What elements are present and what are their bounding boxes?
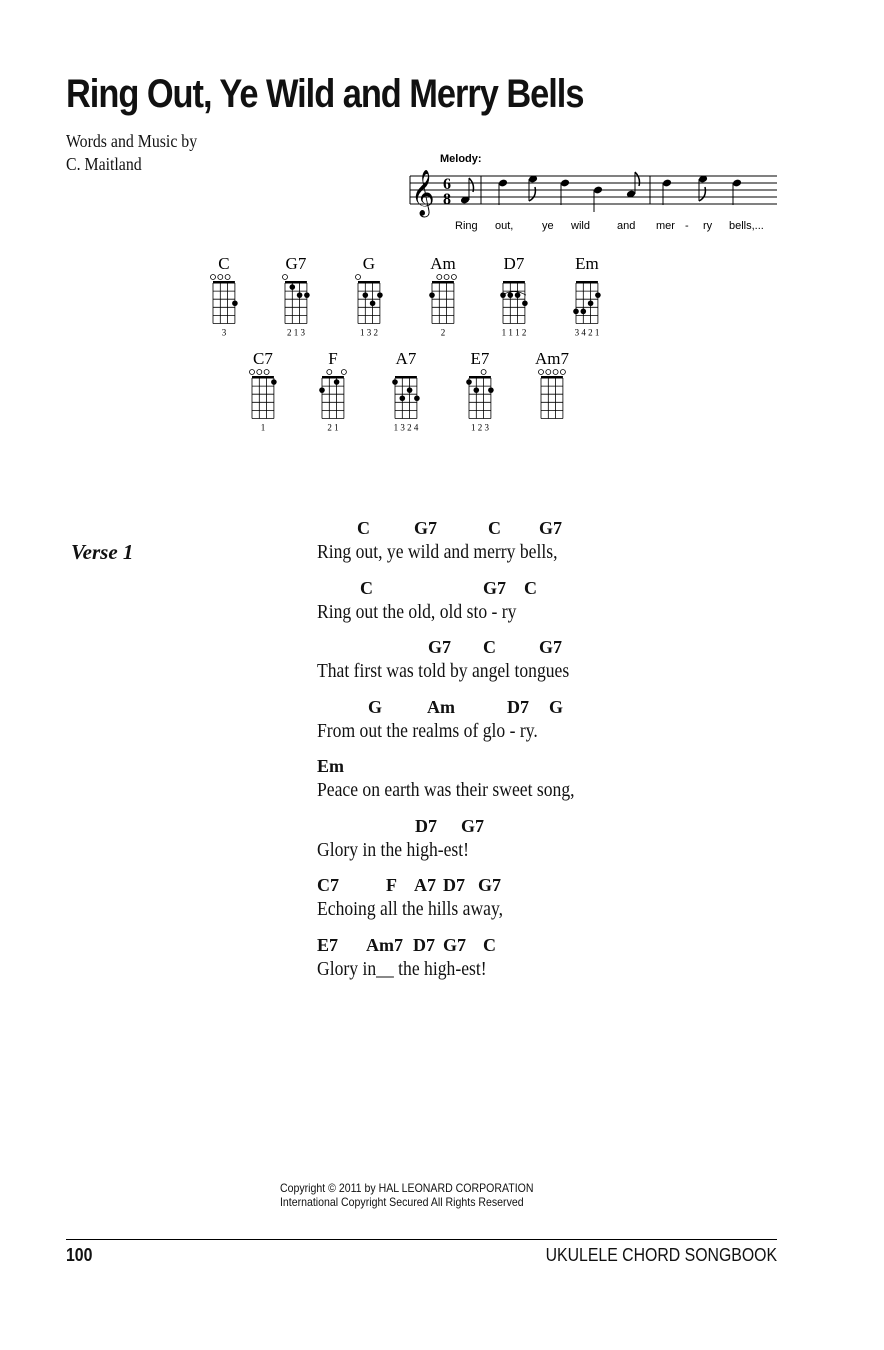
chord-row [317,875,737,897]
chord-diagram-name: G7 [285,254,307,273]
chord-diagram-c7 [250,349,277,433]
melody-notes [460,172,742,212]
finger-dot [522,300,528,306]
chord-diagram-g [356,254,383,338]
chord-symbol: G7 [443,934,467,955]
chord-symbol: G7 [428,637,452,657]
finger-numbers: 2 1 3 [286,327,305,338]
lyric-text: Ring out, ye wild and merry bells, [317,541,558,563]
melody-lyric-syllable: and [617,220,636,232]
finger-dot [392,379,398,385]
chord-row [317,816,737,838]
finger-dot [232,300,238,306]
melody-lyric-syllable: out, [495,220,514,232]
chord-symbol: G7 [478,875,502,895]
finger-numbers: 1 3 2 4 [393,422,419,433]
finger-dot [595,292,601,298]
open-string-marker [225,275,230,280]
lyric-text: Glory in__ the high-est! [317,957,487,980]
verse-label: Verse 1 [71,540,134,564]
finger-dot [370,300,376,306]
chord-row [317,697,737,719]
melody-lyrics [455,220,764,232]
finger-dot [414,395,420,401]
finger-dot [363,292,369,298]
chord-symbol: Em [317,756,344,776]
open-string-marker [250,370,255,375]
chord-symbol: G7 [414,518,438,538]
lyric-text: Glory in the high-est! [317,838,470,861]
chord-symbol: F [386,875,397,895]
chord-symbol: C [360,577,373,598]
chord-diagram-name: G [362,254,376,273]
chord-row [317,935,737,957]
chord-symbol: G7 [539,637,563,657]
chord-symbol: E7 [317,934,339,955]
finger-numbers: 1 2 3 [470,422,489,433]
finger-numbers: 3 [221,327,227,338]
chord-row [317,756,737,778]
melody-staff [405,146,780,238]
chord-diagram-f [319,349,346,433]
copyright-notice [280,1181,533,1209]
melody-lyric-syllable: ry [703,220,713,232]
chord-symbol: D7 [507,696,529,717]
finger-dot [377,292,383,298]
open-string-marker [539,370,544,375]
time-sig-top: 6 [443,176,451,193]
finger-dot [304,292,310,298]
chord-diagram-em [573,254,601,338]
lyric-text: Echoing all the hills away, [317,898,504,920]
open-string-marker [356,275,361,280]
chord-diagram-name: F [328,349,338,368]
chord-row [317,578,737,600]
chord-diagram-am7 [535,349,570,419]
song-title: Ring Out, Ye Wild and Merry Bells [66,72,584,116]
chord-symbol: A7 [414,875,436,895]
finger-numbers: 3 4 2 1 [574,327,600,338]
finger-dot [588,300,594,306]
open-string-marker [560,370,565,375]
chord-symbol: G7 [461,815,485,836]
finger-dot [290,284,296,290]
lyric-text: From out the realms of glo - ry. [317,719,538,742]
chord-diagram-c [211,254,238,338]
finger-numbers: 1 [260,422,266,433]
finger-dot [573,309,579,315]
finger-numbers: 2 [440,327,446,338]
open-string-marker [283,275,288,280]
melody-lyric-syllable: Ring [455,220,478,232]
chord-diagram-name: Am [430,254,456,273]
finger-numbers: 2 1 [327,422,339,433]
melody-lyric-syllable: wild [571,220,590,232]
open-string-marker [257,370,262,375]
finger-dot [466,379,472,385]
credit-line-1: Words and Music by [66,131,198,151]
finger-dot [407,387,413,393]
chord-symbol: C [483,637,496,657]
finger-dot [581,309,587,315]
chord-symbol: G7 [539,518,563,538]
finger-dot [400,395,406,401]
finger-dot [334,379,340,385]
finger-dot [429,292,435,298]
open-string-marker [451,275,456,280]
open-string-marker [264,370,269,375]
note-flag [529,187,535,201]
chord-diagram-name: C7 [253,349,273,368]
footer-rule [66,1239,777,1240]
note-flag [635,172,640,186]
open-string-marker [218,275,223,280]
finger-dot [319,387,325,393]
chord-symbol: D7 [413,934,435,955]
finger-dot [508,292,514,298]
melody-lyric-syllable: ye [542,220,554,232]
credit-line-2: C. Maitland [66,154,142,174]
finger-numbers: 1 1 1 2 [501,327,527,338]
finger-dot [297,292,303,298]
chord-diagram-name: C [218,254,230,273]
chord-row [317,637,737,659]
chord-row [317,518,737,540]
chord-diagram-name: E7 [470,349,490,368]
chord-symbol: D7 [443,875,465,895]
melody-lyric-syllable: mer [656,220,675,232]
chord-symbol: C [483,934,496,955]
chord-diagram-name: Am7 [534,349,569,368]
chord-diagram-e7 [466,349,494,433]
chord-diagram-name: Em [575,254,599,273]
chord-symbol: G [549,696,564,717]
melody-lyric-syllable: - [685,220,689,232]
chord-symbol: C [488,518,501,538]
lyric-text: Peace on earth was their sweet song, [317,779,575,801]
note-flag [699,187,705,201]
lyric-text: Ring out the old, old sto - ry [317,600,517,623]
finger-dot [271,379,277,385]
book-title: UKULELE CHORD SONGBOOK [545,1245,777,1265]
treble-clef-icon: 𝄞 [411,170,435,216]
open-string-marker [481,370,486,375]
copyright-line-2: International Copyright Secured All Rights Reserved [280,1195,524,1209]
open-string-marker [546,370,551,375]
open-string-marker [211,275,216,280]
finger-dot [500,292,506,298]
time-sig-bottom: 8 [443,191,451,208]
chord-diagram-name: D7 [503,254,525,273]
chord-symbol: C7 [317,875,339,895]
open-string-marker [341,370,346,375]
finger-dot [474,387,480,393]
chord-symbol: C [357,518,370,538]
chord-symbol: D7 [415,815,437,836]
open-string-marker [327,370,332,375]
chord-diagrams [0,250,884,440]
chord-symbol: Am7 [366,934,403,955]
open-string-marker [437,275,442,280]
melody-lyric-syllable: bells,... [729,220,764,232]
finger-dot [488,387,494,393]
finger-numbers: 1 3 2 [359,327,378,338]
chord-symbol: Am [427,696,455,717]
open-string-marker [553,370,558,375]
chord-symbol: G [368,696,383,717]
page-number: 100 [66,1245,93,1265]
chord-symbol: C [524,577,537,598]
open-string-marker [444,275,449,280]
chord-diagram-a7 [392,349,420,433]
chord-diagram-d7 [500,254,528,338]
chord-diagram-am [429,254,456,338]
copyright-line-1: Copyright © 2011 by HAL LEONARD CORPORATION [280,1181,534,1195]
chord-symbol: G7 [483,577,507,598]
melody-label: Melody: [440,153,482,165]
lyric-text: That first was told by angel tongues [317,660,570,682]
chord-diagram-name: A7 [395,349,417,368]
finger-dot [515,292,521,298]
chord-diagram-g7 [283,254,310,338]
